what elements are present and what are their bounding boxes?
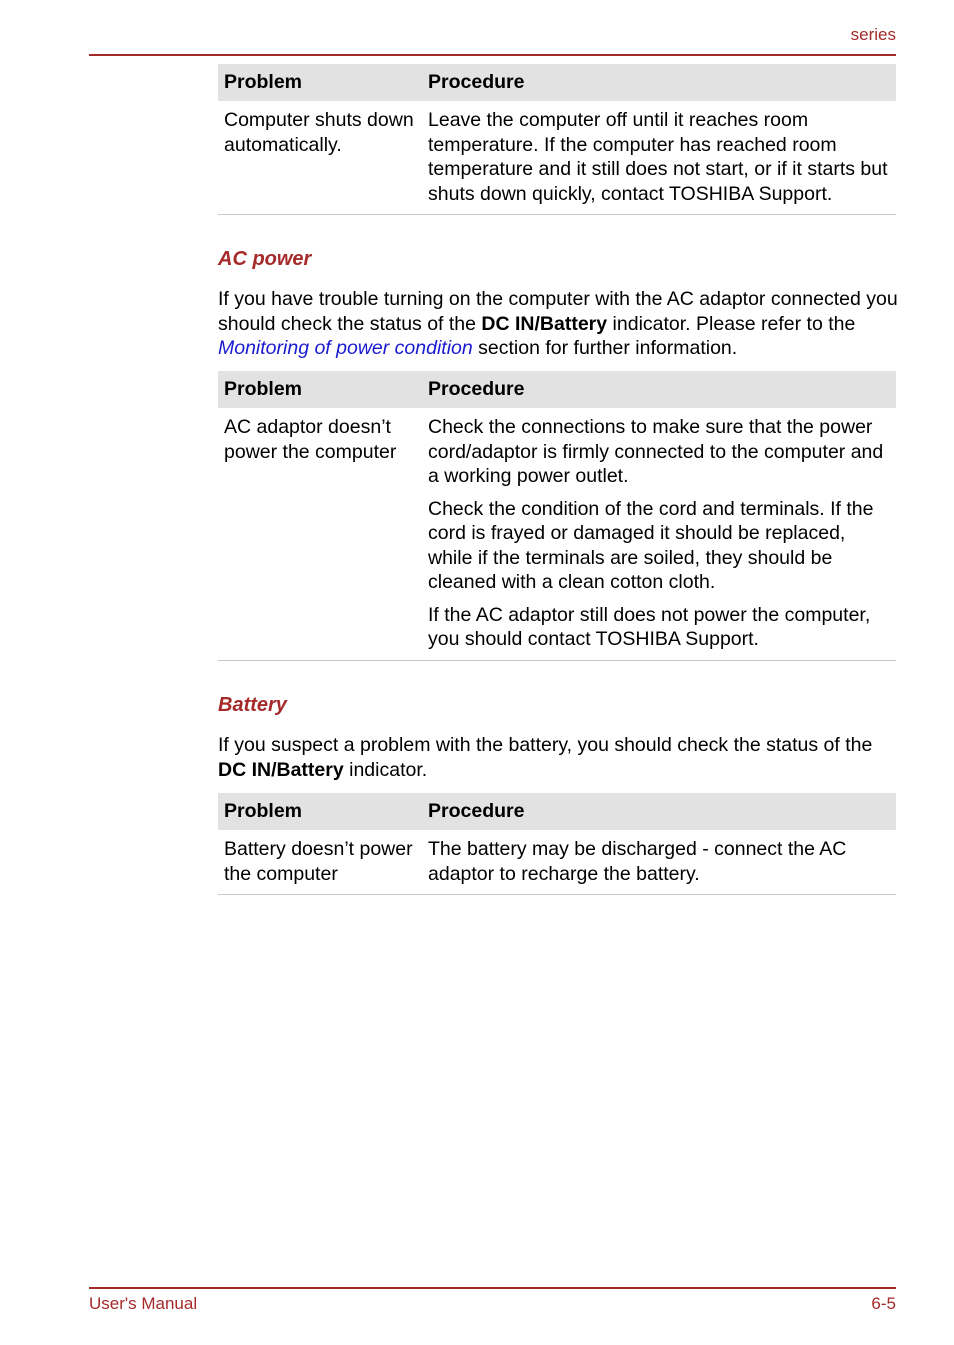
procedure-text: The battery may be discharged - connect the AC adaptor to recharge the battery. — [428, 838, 847, 885]
table-header-row — [218, 793, 896, 830]
battery-paragraph — [218, 733, 898, 782]
monitoring-power-condition-link[interactable]: Monitoring of power condition — [218, 337, 473, 359]
paragraph-text: If you suspect a problem with the battery, you should check the status of the — [218, 734, 873, 756]
problem-cell: Computer shuts down automatically. — [218, 101, 422, 215]
column-header-procedure: Procedure — [422, 793, 896, 830]
procedure-text: Leave the computer off until it reaches room temperature. If the computer has reached room temperature and it still does not start, or if it starts but shuts down quickly, contact TOSHIBA Support. — [428, 109, 888, 205]
procedure-cell — [422, 830, 896, 895]
problem-table-3 — [218, 793, 896, 895]
header-rule — [89, 54, 896, 56]
procedure-text: If the AC adaptor still does not power the computer, you should contact TOSHIBA Support. — [428, 603, 871, 650]
table-1-container — [218, 64, 896, 215]
procedure-text: Check the condition of the cord and terminals. If the cord is frayed or damaged it should be replaced, while if the terminals are soiled, they should be cleaned with a clean cotton cloth. — [428, 497, 874, 593]
table-header-row — [218, 371, 896, 408]
table-row — [218, 408, 896, 660]
column-header-problem: Problem — [218, 64, 422, 101]
table-header-row — [218, 64, 896, 101]
procedure-cell — [422, 408, 896, 660]
indicator-name: DC IN/Battery — [218, 758, 344, 781]
column-header-problem: Problem — [218, 371, 422, 408]
column-header-procedure: Procedure — [422, 64, 896, 101]
ac-power-paragraph — [218, 287, 898, 361]
section-title-battery: Battery — [218, 694, 287, 716]
footer-manual-title: User's Manual — [89, 1294, 198, 1313]
problem-table-2 — [218, 371, 896, 661]
page-number: 6-5 — [871, 1294, 896, 1313]
procedure-text: Check the connections to make sure that the power cord/adaptor is firmly connected to the computer and a working power outlet. — [428, 416, 884, 487]
problem-cell: AC adaptor doesn’t power the computer — [218, 408, 422, 660]
table-2-container — [218, 371, 896, 661]
column-header-procedure: Procedure — [422, 371, 896, 408]
paragraph-text: section for further information. — [472, 337, 738, 359]
paragraph-text: indicator. — [343, 758, 428, 781]
indicator-name: DC IN/Battery — [481, 312, 608, 335]
table-row — [218, 830, 896, 895]
running-header: series — [850, 25, 896, 44]
footer-rule — [89, 1287, 896, 1289]
problem-cell: Battery doesn’t power the computer — [218, 830, 422, 895]
section-title-ac-power: AC power — [218, 248, 312, 270]
paragraph-text: indicator. Please refer to the — [607, 312, 856, 335]
column-header-problem: Problem — [218, 793, 422, 830]
table-3-container — [218, 793, 896, 895]
procedure-cell — [422, 101, 896, 215]
table-row — [218, 101, 896, 215]
paragraph-text: If you have trouble turning on the computer with the AC adaptor connected you should check the status of the — [218, 288, 898, 335]
problem-table-1 — [218, 64, 896, 215]
